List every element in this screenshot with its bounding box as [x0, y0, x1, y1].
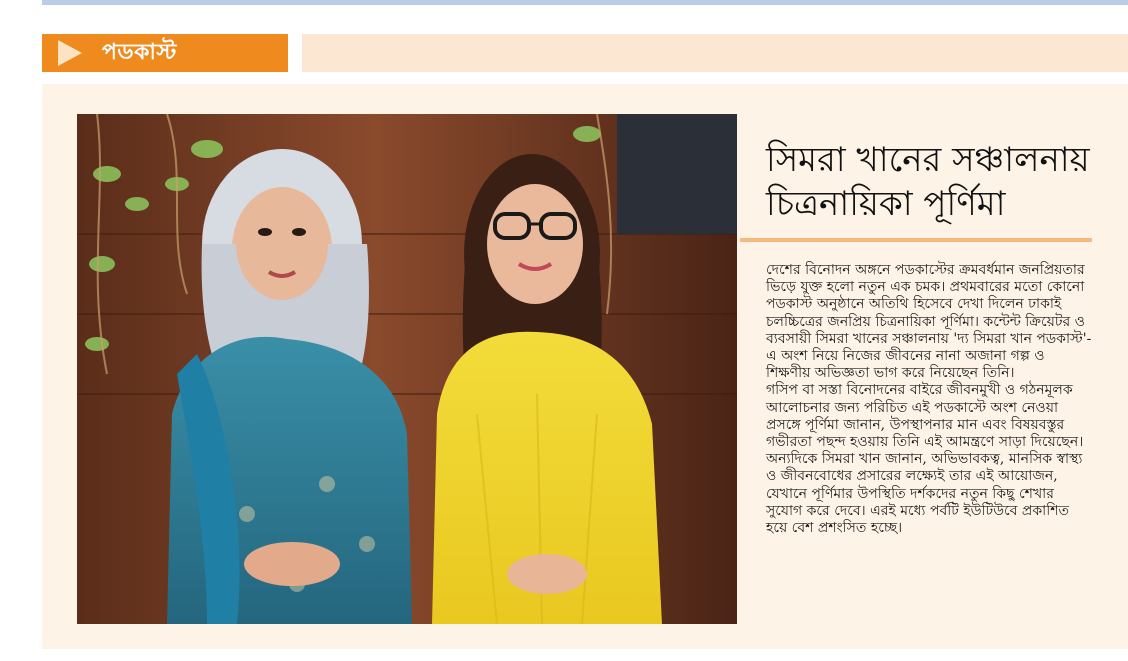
article-body	[766, 262, 1092, 537]
article-photo	[77, 114, 737, 624]
section-tag[interactable]	[42, 34, 288, 72]
top-accent-bar	[42, 0, 1128, 5]
section-header-strip	[302, 34, 1128, 72]
headline-divider	[740, 238, 1092, 242]
play-icon	[58, 40, 82, 66]
article-paragraph: গসিপ বা সস্তা বিনোদনের বাইরে জীবনমুখী ও গঠনমূলক আলোচনার জন্য পরিচিত এই পডকাস্টে অংশ নেওয়া প্রসঙ্গে পূর্ণিমা জানান, উপস্থাপনার মান এবং বিষয়বস্তুর গভীরতা পছন্দ হওয়ায় তিনি এই আমন্ত্রণে সাড়া দিয়েছেন। অন্যদিকে সিমরা খান জানান, অভিভাবকত্ব, মানসিক স্বাস্থ্য ও জীবনবোধের প্রসারের লক্ষ্যেই তার এই আয়োজন, যেখানে পূর্ণিমার উপস্থিতি দর্শকদের নতুন কিছু শেখার সুযোগ করে দেবে। এরই মধ্যে পর্বটি ইউটিউবে প্রকাশিত হয়ে বেশ প্রশংসিত হচ্ছে।	[766, 382, 1084, 537]
article-paragraph: দেশের বিনোদন অঙ্গনে পডকাস্টের ক্রমবর্ধমান জনপ্রিয়তার ভিড়ে যুক্ত হলো নতুন এক চমক। প্রথমবারের মতো কোনো পডকাস্ট অনুষ্ঠানে অতিথি হিসেবে দেখা দিলেন ঢাকাই চলচ্চিত্রের জনপ্রিয় চিত্রনায়িকা পূর্ণিমা। কন্টেন্ট ক্রিয়েটর ও ব্যবসায়ী সিমরা খানের সঞ্চালনায় 'দ্য সিমরা খান পডকাস্ট'-এ অংশ নিয়ে নিজের জীবনের নানা অজানা গল্প ও শিক্ষণীয় অভিজ্ঞতা ভাগ করে নিয়েছেন তিনি।	[766, 262, 1092, 382]
section-label: পডকাস্ট	[102, 39, 177, 65]
article-headline: সিমরা খানের সঞ্চালনায় চিত্রনায়িকা পূর্ণিমা	[766, 140, 1090, 224]
podcast-photo-illustration	[77, 114, 737, 624]
